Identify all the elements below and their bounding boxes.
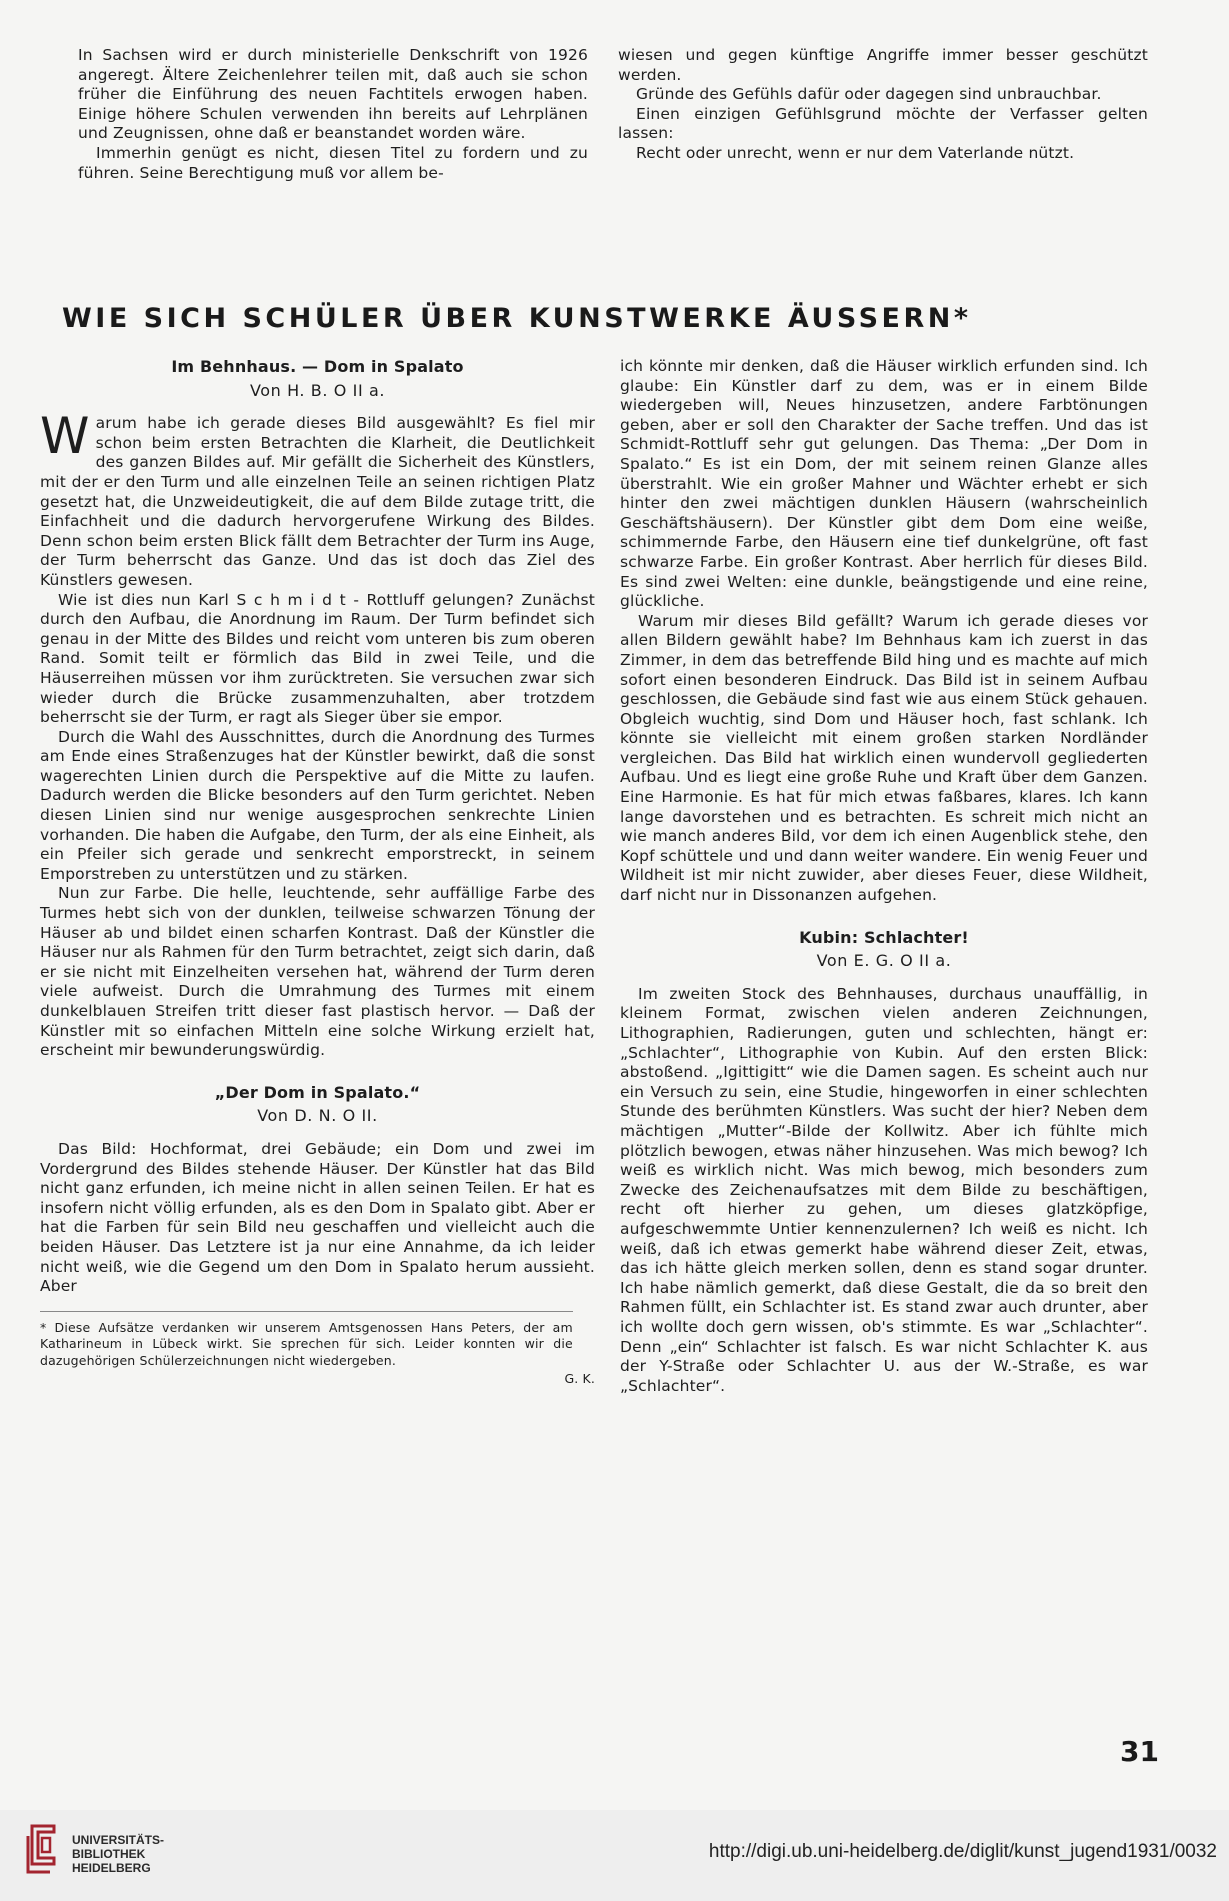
top-right-paragraph-1: wiesen und gegen künftige Angriffe immer besser geschützt werden. xyxy=(618,46,1148,84)
top-right-paragraph-3: Einen einzigen Gefühlsgrund möchte der Verfasser gelten lassen: xyxy=(618,104,1148,143)
top-left-paragraph-1: In Sachsen wird er durch ministerielle Denkschrift von 1926 angeregt. Ältere Zeichenlehrer teilen mit, daß auch sie schon früher die Einführung des neuen Fachtitels erwogen haben. Einige höhere Schulen verwenden ihn bereits auf Lehrplänen und Zeugnissen, ohne daß er beanstandet worden wäre. xyxy=(78,46,588,143)
body-left-column xyxy=(40,357,595,1389)
logo-line-1: UNIVERSITÄTS- xyxy=(72,1833,165,1847)
article3-paragraph-1: Im zweiten Stock des Behnhauses, durchaus unauffällig, in kleinem Format, zwischen vielen anderen Zeichnungen, Lithographien, Radierungen, guten und schlechten, hängt er: „Schlachter“, Lithographie von Kubin. Auf den ersten Blick: abstoßend. „Igittigitt“ wie die Damen sagen. Es scheint auch nur ein Versuch zu sein, eine Studie, hingeworfen in einer schlechten Stunde des berühmten Künstlers. Was sucht der hier? Neben dem mächtigen „Mutter“-Bilde der Kollwitz. Aber ich fühlte mich plötzlich bewogen, etwas näher hinzusehen. Was mich bewog? Ich weiß es wirklich nicht. Was mich bewog, mich besonders zum Zwecke des Zeichenaufsatzes mit dem Bilde zu beschäftigen, recht oft hierher zu gehen, um dieses glatzköpfige, aufgeschwemmte Untier kennenzulernen? Ich weiß es nicht. Ich weiß, daß ich etwas gemerkt habe während dieser Zeit, etwas, das ich hätte gleich merken sollen, denn es stand sogar drunter. Ich habe nämlich gemerkt, daß diese Gestalt, die da so breit den Rahmen füllt, ein Schlachter ist. Es stand zwar auch drunter, aber ich wollte doch gern wissen, ob's stimmte. Es war „Schlachter“. Denn „ein“ Schlachter ist falsch. Es war nicht Schlachter K. aus der Y-Straße oder Schlachter U. aus der W.-Straße, es war „Schlachter“. xyxy=(620,984,1148,1395)
source-url-link[interactable]: http://digi.ub.uni-heidelberg.de/diglit/kunst_jugend1931/0032 xyxy=(708,1841,1217,1862)
logo-line-2: BIBLIOTHEK xyxy=(72,1847,146,1861)
article2-heading: „Der Dom in Spalato.“ xyxy=(214,1082,421,1102)
top-right-paragraph-2: Gründe des Gefühls dafür oder dagegen sind unbrauchbar. xyxy=(636,85,1102,104)
article1-paragraph-4: Nun zur Farbe. Die helle, leuchtende, sehr auffällige Farbe des Turmes hebt sich von der dunklen, teilweise schwarzen Tönung der Häuser ab und bildet einen scharfen Kontrast. Daß der Künstler die Häuser nur als Rahmen für den Turm betrachtet, zeigt sich darin, daß er sie nicht mit Einzelheiten versehen hat, während der Turm deren viele aufweist. Durch die Umrahmung des Turmes mit einem dunkelblauen Streifen tritt dieser fast plastisch hervor. — Daß der Künstler mit so einfachen Mitteln eine solche Wirkung erzielt hat, erscheint mir bewunderungswürdig. xyxy=(40,884,595,1060)
article3-heading: Kubin: Schlachter! xyxy=(799,927,969,947)
article2-continuation: ich könnte mir denken, daß die Häuser wirklich erfunden sind. Ich glaube: Ein Künstler darf zu dem, was er in einem Bilde wiedergeben will, Neues hinzusetzen, andere Farbtönungen geben, aber er soll den Charakter der Sache treffen. Und das ist Schmidt-Rottluff sehr gut gelungen. Das Thema: „Der Dom in Spalato.“ Es ist ein Dom, der mit seinem reinen Glanze alles überstrahlt. Wie ein großer Mahner und Wächter erhebt er sich hinter den zwei mächtigen dunklen Häusern (wahrscheinlich Geschäftshäusern). Der Künstler gibt dem Dom eine weiße, schimmernde Farbe, den Häusern eine tief dunkelgrüne, oft fast schwarze Farbe. Ein großer Kontrast. Aber herrlich für dieses Bild. Es sind zwei Welten: eine dunkle, beängstigende und eine reine, glückliche. xyxy=(620,357,1148,611)
article1-paragraph-2: Wie ist dies nun Karl S c h m i d t - Rottluff gelungen? Zunächst durch den Aufbau, die Anordnung im Raum. Der Turm befindet sich genau in der Mitte des Bildes und reicht vom unteren bis zum oberen Rand. Somit teilt er förmlich das Bild in zwei Teile, und die Häuserreihen müssen vor ihm zurücktreten. Sie versuchen zwar sich wieder durch die Brücke zusammenzuhalten, aber trotzdem beherrscht sie der Turm, er ragt als Sieger über sie empor. xyxy=(40,590,595,727)
top-right-column xyxy=(618,46,1148,164)
library-logo-text[interactable] xyxy=(72,1833,164,1875)
footnote: * Diese Aufsätze verdanken wir unserem Amtsgenossen Hans Peters, der am Katharineum in Lübeck wirkt. Sie sprechen für sich. Leider konnten wir die dazugehörigen Schülerzeichnungen nicht wiedergeben. xyxy=(40,1311,573,1370)
top-right-paragraph-4: Recht oder unrecht, wenn er nur dem Vaterlande nützt. xyxy=(636,143,1075,162)
article1-dropcap: W xyxy=(40,407,90,466)
article1-first-paragraph xyxy=(40,407,595,590)
article2-paragraph-1: Das Bild: Hochformat, drei Gebäude; ein Dom und zwei im Vordergrund des Bildes stehende Häuser. Der Künstler hat das Bild nicht ganz erfunden, ich meine nicht in allen seinen Teilen. Er hat es insofern nicht völlig erfunden, als es den Dom in Spalato gibt. Aber er hat die Farben für sein Bild neu geschaffen und vielleicht auch die beiden Häuser. Das Letztere ist ja nur eine Annahme, da ich leider nicht weiß, wie die Gegend um den Dom in Spalato herum aussieht. Aber xyxy=(40,1139,595,1296)
library-logo-icon[interactable] xyxy=(24,1822,64,1882)
article1-first-paragraph-text: arum habe ich gerade dieses Bild ausgewählt? Es fiel mir schon beim ersten Betrachten die Klarheit, die Deutlichkeit des ganzen Bildes auf. Mir gefällt die Sicherheit des Künstlers, mit der er den Turm und alle einzelnen Teile an seinen richtigen Platz gesetzt hat, die Unzweideutigkeit, die auf dem Bilde zutage tritt, die Einfachheit und die dadurch hervorgerufene Wirkung des Bildes. Denn schon beim ersten Blick fällt dem Betrachter der Turm ins Auge, der Turm beherrscht das Ganze. Und das ist doch das Ziel des Künstlers gewesen. xyxy=(40,414,595,589)
body-right-column xyxy=(620,357,1148,1396)
article1-byline: Von H. B. O II a. xyxy=(249,380,386,400)
top-left-paragraph-2: Immerhin genügt es nicht, diesen Titel zu fordern und zu führen. Seine Berechtigung muß vor allem be- xyxy=(78,143,588,182)
article1-heading: Im Behnhaus. — Dom in Spalato xyxy=(171,357,464,376)
footnote-signature: G. K. xyxy=(564,1371,595,1387)
article3-byline: Von E. G. O II a. xyxy=(816,951,952,971)
top-left-column xyxy=(78,46,588,183)
article2-byline: Von D. N. O II. xyxy=(257,1106,378,1126)
page-number: 31 xyxy=(1120,1735,1159,1768)
article1-paragraph-3: Durch die Wahl des Ausschnittes, durch die Anordnung des Turmes am Ende eines Straßenzuges hat der Künstler bewirkt, daß die sonst wagerechten Linien durch die Perspektive auf die Mitte zu laufen. Dadurch werden die Blicke besonders auf den Turm gerichtet. Neben diesen Linien sind nur wenige ausgesprochen senkrechte Linien vorhanden. Die haben die Aufgabe, den Turm, der als eine Einheit, als ein Pfeiler sich gerade und senkrecht emporstreckt, in seinem Emporstreben zu unterstützen und zu stärken. xyxy=(40,727,595,883)
logo-line-3: HEIDELBERG xyxy=(72,1861,151,1875)
article2-paragraph-3: Warum mir dieses Bild gefällt? Warum ich gerade dieses vor allen Bildern gewählt habe? Im Behnhaus kam ich zuerst in das Zimmer, in dem das betreffende Bild hing und es machte auf mich sofort einen besonderen Eindruck. Das Bild ist in seinem Aufbau geschlossen, die Gebäude sind fast wie aus einem Stück gehauen. Obgleich wuchtig, sind Dom und Häuser hoch, fast schlank. Ich könnte sie vielleicht mit einem großen starken Nordländer vergleichen. Das Bild hat wirklich einen wundervoll gegliederten Aufbau. Und es liegt eine große Ruhe und Kraft über dem Ganzen. Eine Harmonie. Es hat für mich etwas faßbares, klares. Ich kann lange davorstehen und es betrachten. Es schreit mich nicht an wie manch anderes Bild, vor dem ich einen Augenblick stehe, den Kopf schüttele und und dann weiter wandere. Ein wenig Feuer und Wildheit ist mir nicht zuwider, aber dieses Feuer, diese Wildheit, darf nicht nur in Dissonanzen aufgehen. xyxy=(620,611,1148,905)
section-title: WIE SICH SCHÜLER ÜBER KUNSTWERKE ÄUSSERN* xyxy=(62,303,972,334)
